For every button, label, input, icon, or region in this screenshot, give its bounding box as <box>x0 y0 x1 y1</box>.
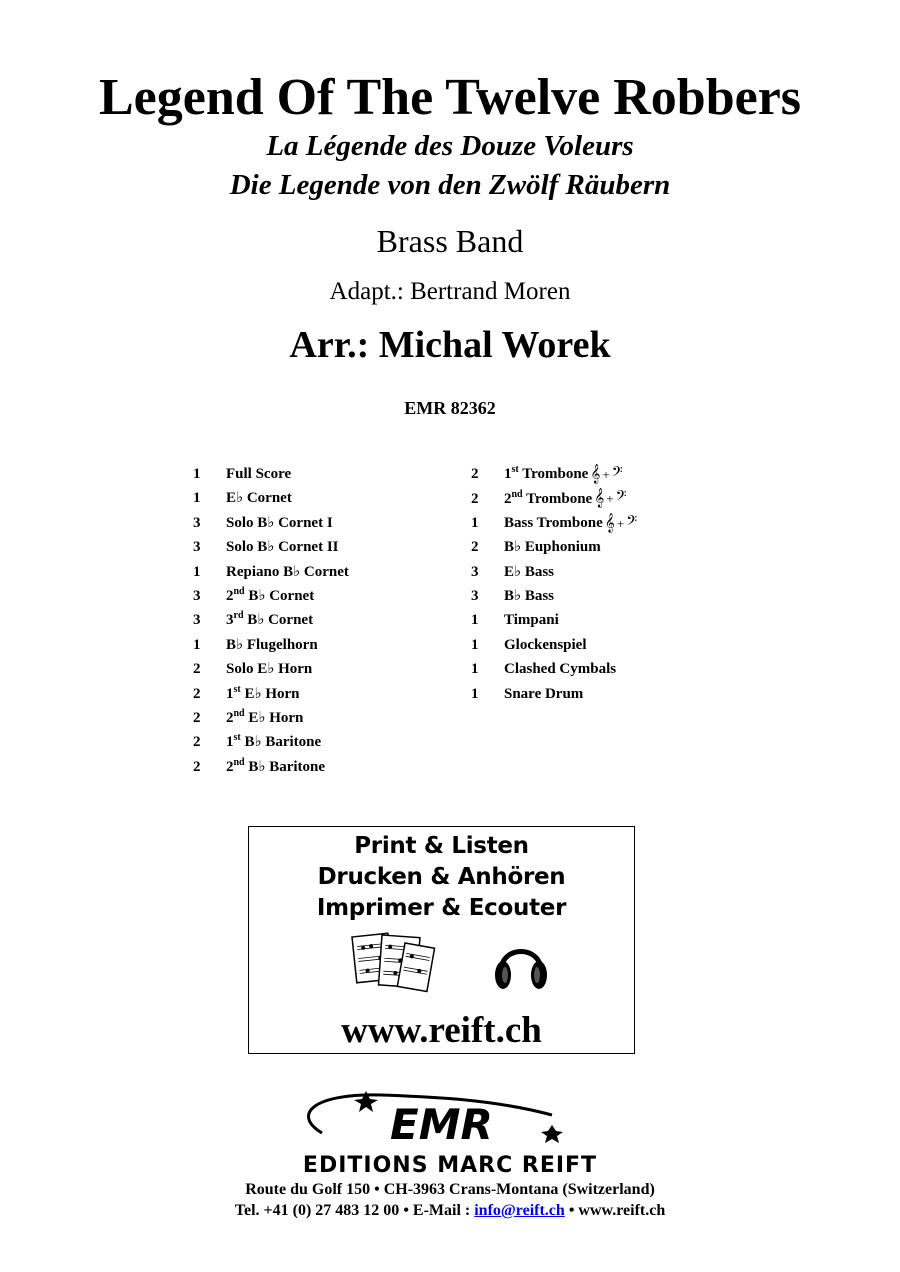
logo-mark: EMR <box>390 1100 493 1149</box>
part-row <box>471 462 637 486</box>
part-quantity: 2 <box>193 734 201 751</box>
part-name <box>226 633 318 657</box>
plus-sign: + <box>602 467 610 482</box>
part-row <box>193 730 349 754</box>
sheet-music-icon <box>352 933 435 991</box>
part-row <box>193 633 349 657</box>
part-row <box>193 682 349 706</box>
part-name <box>226 706 303 730</box>
promo-icons <box>249 931 634 995</box>
part-label: Trombone <box>518 466 589 483</box>
part-name <box>504 511 603 535</box>
part-label: B♭ Cornet <box>243 612 314 629</box>
part-ordinal: 2 <box>226 709 234 726</box>
clef-icons <box>594 486 626 511</box>
promo-line-german: Drucken & Anhören <box>317 864 566 890</box>
web-separator: • <box>564 1202 579 1219</box>
part-quantity: 3 <box>193 539 201 556</box>
part-label: Solo E♭ Horn <box>226 661 313 678</box>
part-name <box>226 560 349 584</box>
part-quantity: 2 <box>193 685 201 702</box>
part-ordinal: 3 <box>226 612 234 629</box>
part-ordinal-suffix: st <box>233 732 241 744</box>
part-label: Clashed Cymbals <box>504 661 617 678</box>
phone-number: Tel. +41 (0) 27 483 12 00 <box>234 1202 400 1219</box>
plus-sign: + <box>606 491 614 507</box>
clef-icons <box>605 511 637 536</box>
part-name <box>226 755 325 779</box>
part-name <box>226 511 333 535</box>
part-label: B♭ Euphonium <box>504 539 601 556</box>
publisher-logo <box>252 1085 648 1177</box>
part-ordinal-suffix: st <box>511 464 519 476</box>
part-label: E♭ Horn <box>240 685 300 702</box>
part-label: B♭ Baritone <box>240 734 322 751</box>
adaptation-credit: Adapt.: Bertrand Moren <box>329 278 571 305</box>
part-row <box>471 535 637 559</box>
part-ordinal-suffix: st <box>233 683 241 695</box>
bass-clef-icon: 𝄢 <box>626 512 638 533</box>
part-label: Snare Drum <box>504 685 584 702</box>
part-ordinal-suffix: nd <box>511 488 523 500</box>
part-name <box>226 608 313 632</box>
part-name <box>226 584 314 608</box>
part-label: Solo B♭ Cornet II <box>226 539 339 556</box>
part-label: Bass Trombone <box>504 514 603 531</box>
part-quantity: 3 <box>471 587 479 604</box>
part-row <box>471 608 637 632</box>
parts-list-right <box>471 462 637 706</box>
bass-clef-icon: 𝄢 <box>611 464 623 484</box>
part-quantity: 3 <box>193 612 201 629</box>
part-label: E♭ Cornet <box>226 490 292 507</box>
part-name <box>504 608 559 632</box>
part-label: Full Score <box>226 466 292 482</box>
part-quantity: 1 <box>471 661 479 678</box>
part-row <box>471 511 637 535</box>
part-row <box>193 706 349 730</box>
part-row <box>193 608 349 632</box>
part-quantity: 2 <box>471 490 479 507</box>
part-name <box>504 633 587 657</box>
arranger-credit: Arr.: Michal Worek <box>289 324 611 366</box>
part-ordinal: 2 <box>504 490 512 507</box>
bass-clef-icon: 𝄢 <box>615 488 627 509</box>
part-label: B♭ Flugelhorn <box>226 636 318 653</box>
headphones-icon <box>495 952 547 990</box>
publisher-address: Route du Golf 150 • CH-3963 Crans-Montana (Switzerland) <box>245 1181 655 1198</box>
part-name <box>226 657 312 681</box>
part-ordinal-suffix: rd <box>233 610 244 622</box>
part-row <box>471 560 637 584</box>
ensemble-type: Brass Band <box>376 223 524 259</box>
part-name <box>504 657 616 681</box>
treble-clef-icon: 𝄞 <box>604 512 615 533</box>
part-name <box>226 535 339 559</box>
part-name <box>226 462 291 486</box>
part-row <box>471 682 637 706</box>
part-quantity: 2 <box>193 661 201 678</box>
part-row <box>193 462 349 486</box>
part-ordinal: 1 <box>226 734 234 751</box>
part-quantity: 1 <box>471 514 479 531</box>
part-row <box>471 486 637 510</box>
subtitle-french: La Légende des Douze Voleurs <box>266 130 634 162</box>
part-quantity: 3 <box>193 514 201 531</box>
page-title: Legend Of The Twelve Robbers <box>98 69 802 126</box>
part-quantity: 2 <box>193 758 201 775</box>
part-name <box>504 462 588 486</box>
part-quantity: 1 <box>471 685 479 702</box>
part-row <box>193 584 349 608</box>
part-label: Timpani <box>504 612 559 629</box>
part-row <box>471 633 637 657</box>
clef-icons <box>590 462 622 487</box>
plus-sign: + <box>616 515 625 531</box>
parts-list-left <box>193 462 349 779</box>
part-ordinal-suffix: nd <box>233 585 245 597</box>
part-name <box>226 682 299 706</box>
part-label: Trombone <box>522 490 593 507</box>
part-ordinal: 2 <box>226 758 234 775</box>
part-ordinal: 1 <box>226 685 234 702</box>
part-row <box>193 535 349 559</box>
promo-line-french: Imprimer & Ecouter <box>316 895 567 921</box>
website-text[interactable]: www.reift.ch <box>578 1202 666 1219</box>
part-quantity: 3 <box>193 587 201 604</box>
part-ordinal-suffix: nd <box>233 756 245 768</box>
part-row <box>193 560 349 584</box>
part-row <box>193 511 349 535</box>
part-row <box>471 584 637 608</box>
part-quantity: 1 <box>471 636 479 653</box>
part-quantity: 2 <box>471 539 479 556</box>
part-quantity: 2 <box>193 709 201 726</box>
part-label: E♭ Bass <box>504 563 555 580</box>
part-label: Solo B♭ Cornet I <box>226 514 333 531</box>
part-row <box>471 657 637 681</box>
part-quantity: 2 <box>471 466 479 483</box>
part-name <box>504 584 554 608</box>
part-quantity: 1 <box>193 636 201 653</box>
part-ordinal-suffix: nd <box>233 707 245 719</box>
part-row <box>193 755 349 779</box>
part-label: B♭ Cornet <box>244 587 315 604</box>
treble-clef-icon: 𝄞 <box>594 488 605 509</box>
part-quantity: 1 <box>193 563 201 580</box>
email-link[interactable]: info@reift.ch <box>474 1202 565 1219</box>
subtitle-german: Die Legende von den Zwölf Räubern <box>229 169 671 201</box>
part-ordinal: 1 <box>504 466 512 483</box>
promo-line-english: Print & Listen <box>354 833 529 859</box>
part-label: E♭ Horn <box>244 709 304 726</box>
part-row <box>193 486 349 510</box>
part-name <box>226 486 292 510</box>
treble-clef-icon: 𝄞 <box>590 464 601 484</box>
part-row <box>193 657 349 681</box>
logo-publisher-name: EDITIONS MARC REIFT <box>302 1153 598 1177</box>
star-icon <box>541 1125 563 1143</box>
part-label: B♭ Bass <box>504 587 555 604</box>
part-ordinal: 2 <box>226 587 234 604</box>
promo-website[interactable]: www.reift.ch <box>341 1010 542 1051</box>
part-name <box>504 682 583 706</box>
catalog-number: EMR 82362 <box>404 398 496 418</box>
part-quantity: 1 <box>193 490 201 507</box>
part-quantity: 3 <box>471 563 479 580</box>
email-separator: • E-Mail : <box>399 1202 475 1219</box>
print-listen-box <box>248 826 635 1054</box>
part-quantity: 1 <box>471 612 479 629</box>
part-name <box>504 487 592 511</box>
part-name <box>504 560 554 584</box>
part-quantity: 1 <box>193 466 201 482</box>
part-name <box>226 730 321 754</box>
part-name <box>504 535 601 559</box>
part-label: Repiano B♭ Cornet <box>226 563 349 580</box>
part-label: Glockenspiel <box>504 636 587 653</box>
publisher-contact <box>0 1201 900 1221</box>
part-label: B♭ Baritone <box>244 758 326 775</box>
